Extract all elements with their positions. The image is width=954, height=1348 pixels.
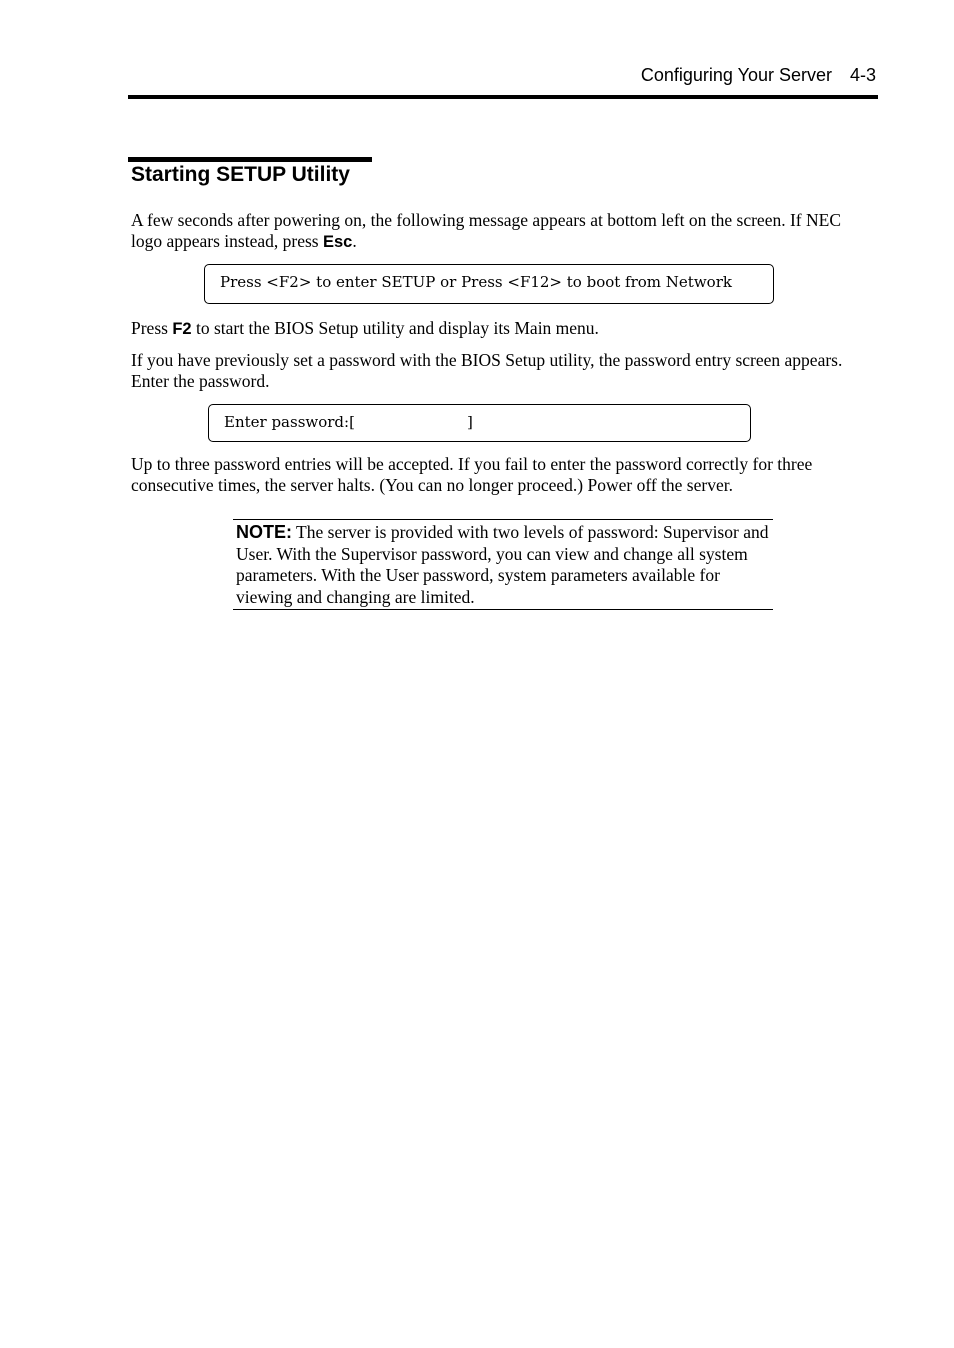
press-f2-paragraph — [131, 318, 871, 340]
boot-message-box — [204, 264, 774, 304]
password-close-bracket: ] — [466, 413, 473, 431]
chapter-title: Configuring Your Server — [640, 65, 832, 85]
esc-key: Esc — [322, 233, 353, 251]
intro-text-end: . — [352, 231, 357, 251]
section-title: Starting SETUP Utility — [131, 163, 350, 186]
f2-key: F2 — [172, 320, 192, 338]
intro-text: A few seconds after powering on, the following message appears at bottom left on the screen. If NEC logo appears instead, press — [131, 210, 841, 251]
boot-message-text: Press <F2> to enter SETUP or Press <F12> to boot from Network — [220, 273, 732, 291]
section-bar — [128, 157, 372, 162]
page-number: 4-3 — [849, 65, 876, 85]
header-rule — [128, 95, 878, 99]
note-box — [233, 519, 773, 610]
password-intro-paragraph: If you have previously set a password with the BIOS Setup utility, the password entry screen appears. Enter the password. — [131, 350, 843, 391]
password-label: Enter password:[ — [224, 413, 355, 431]
note-text: The server is provided with two levels of password: Supervisor and User. With the Supervisor password, you can view and change all system parameters. With the User password, system parameters available for viewing and changing are limited. — [236, 522, 769, 607]
intro-paragraph — [131, 210, 871, 253]
note-label: NOTE: — [236, 522, 292, 542]
press-f2-text-end: to start the BIOS Setup utility and display its Main menu. — [191, 318, 599, 338]
running-header — [641, 65, 876, 86]
password-limit-paragraph: Up to three password entries will be accepted. If you fail to enter the password correctly for three consecutive times, the server halts. (You can no longer proceed.) Power off the server. — [131, 454, 813, 495]
password-entry-box — [208, 404, 751, 442]
press-f2-text: Press — [131, 318, 173, 338]
